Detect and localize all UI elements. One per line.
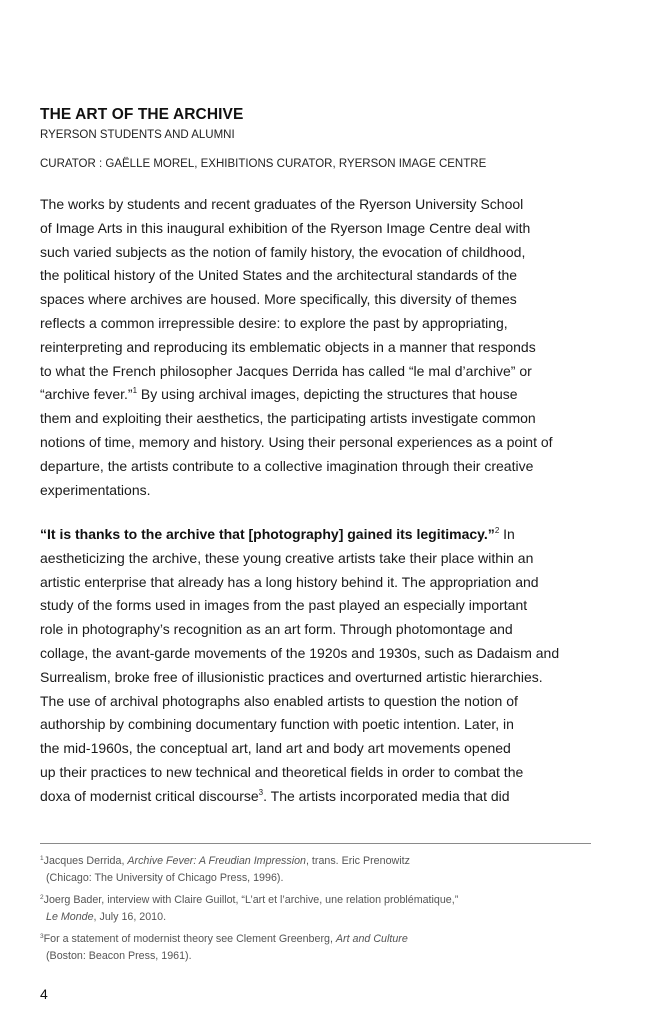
text-line: notions of time, memory and history. Using their personal experiences as a point of <box>40 433 553 450</box>
text-line: of Image Arts in this inaugural exhibition of the Ryerson Image Centre deal with <box>40 219 531 236</box>
body-paragraph-2 <box>40 523 600 809</box>
text-line: The use of archival photographs also enabled artists to question the notion of <box>40 692 518 709</box>
footnote-line <box>40 853 600 870</box>
text-line: role in photography’s recognition as an art form. Through photomontage and <box>40 621 513 638</box>
text-line: the political history of the United States and the architectural standards of the <box>40 267 518 284</box>
publication-title: Le Monde <box>46 910 94 923</box>
page-title: THE ART OF THE ARCHIVE <box>40 106 244 123</box>
text-line: departure, the artists contribute to a collective imagination through their creative <box>40 457 534 474</box>
footnote-line <box>40 931 600 948</box>
page-number: 4 <box>40 986 48 1002</box>
text-line: such varied subjects as the notion of family history, the evocation of childhood, <box>40 243 526 260</box>
footnote-line: (Chicago: The University of Chicago Press, 1996). <box>46 871 284 884</box>
text-fragment: In <box>499 526 515 542</box>
footnote-number: 1 <box>40 855 44 862</box>
footnote-ref-1[interactable]: 1 <box>132 386 138 396</box>
footnote-number: 2 <box>40 894 44 901</box>
text-line <box>40 523 600 547</box>
text-line: up their practices to new technical and theoretical fields in order to combat the <box>40 763 524 780</box>
text-fragment: . The artists incorporated media that did <box>263 787 510 804</box>
footnote-3 <box>40 931 600 964</box>
text-fragment: doxa of modernist critical discourse <box>40 787 259 804</box>
text-line <box>40 785 600 809</box>
text-line: reflects a common irrepressible desire: to explore the past by appropriating, <box>40 314 508 331</box>
footnote-text: For a statement of modernist theory see Clement Greenberg, <box>43 933 336 945</box>
text-line: experimentations. <box>40 481 151 498</box>
text-line: collage, the avant-garde movements of the 1920s and 1930s, such as Dadaism and <box>40 644 560 661</box>
book-title: Art and Culture <box>335 933 408 945</box>
text-line: them and exploiting their aesthetics, the participating artists investigate common <box>40 410 536 427</box>
page-subtitle: RYERSON STUDENTS AND ALUMNI <box>40 129 235 141</box>
text-line: reinterpreting and reproducing its emblematic objects in a manner that responds <box>40 338 536 355</box>
footnote-number: 3 <box>40 933 44 940</box>
text-fragment: “archive fever.” <box>40 386 133 403</box>
text-line: authorship by combining documentary function with poetic intention. Later, in <box>40 716 514 733</box>
footnote-line <box>40 909 600 926</box>
text-line: The works by students and recent graduates of the Ryerson University School <box>40 196 524 212</box>
footnote-line <box>40 892 600 909</box>
text-fragment: By using archival images, depicting the structures that house <box>137 386 518 403</box>
text-line: Surrealism, broke free of illusionistic practices and overturned artistic hierarchies. <box>40 668 543 685</box>
text-line: study of the forms used in images from the past played an especially important <box>40 597 528 614</box>
curator-line: CURATOR : GAËLLE MOREL, EXHIBITIONS CURATOR, RYERSON IMAGE CENTRE <box>40 158 487 170</box>
text-line: the mid-1960s, the conceptual art, land art and body art movements opened <box>40 740 511 757</box>
footnote-text: , trans. Eric Prenowitz <box>305 855 410 867</box>
text-line: artistic enterprise that already has a long history behind it. The appropriation and <box>40 573 539 590</box>
text-line: spaces where archives are housed. More specifically, this diversity of themes <box>40 291 517 308</box>
footnote-1 <box>40 853 600 886</box>
body-paragraph-1 <box>40 193 600 502</box>
text-line: aestheticizing the archive, these young creative artists take their place within an <box>40 549 534 566</box>
footnote-divider <box>40 843 591 844</box>
footnote-ref-2[interactable]: 2 <box>494 526 500 535</box>
book-title: Archive Fever: A Freudian Impression <box>127 855 306 867</box>
footnote-line: (Boston: Beacon Press, 1961). <box>46 949 192 962</box>
footnotes <box>40 853 600 970</box>
footnote-text: Joerg Bader, interview with Claire Guillot, “L’art et l’archive, une relation problématique,” <box>43 894 459 906</box>
pull-quote: “It is thanks to the archive that [photography] gained its legitimacy.” <box>40 526 495 542</box>
text-line: to what the French philosopher Jacques Derrida has called “le mal d’archive” or <box>40 362 532 379</box>
footnote-text: Jacques Derrida, <box>43 855 128 867</box>
footnote-text: , July 16, 2010. <box>93 910 167 923</box>
footnote-ref-3[interactable]: 3 <box>258 787 264 797</box>
text-line <box>40 383 600 407</box>
footnote-2 <box>40 892 600 925</box>
